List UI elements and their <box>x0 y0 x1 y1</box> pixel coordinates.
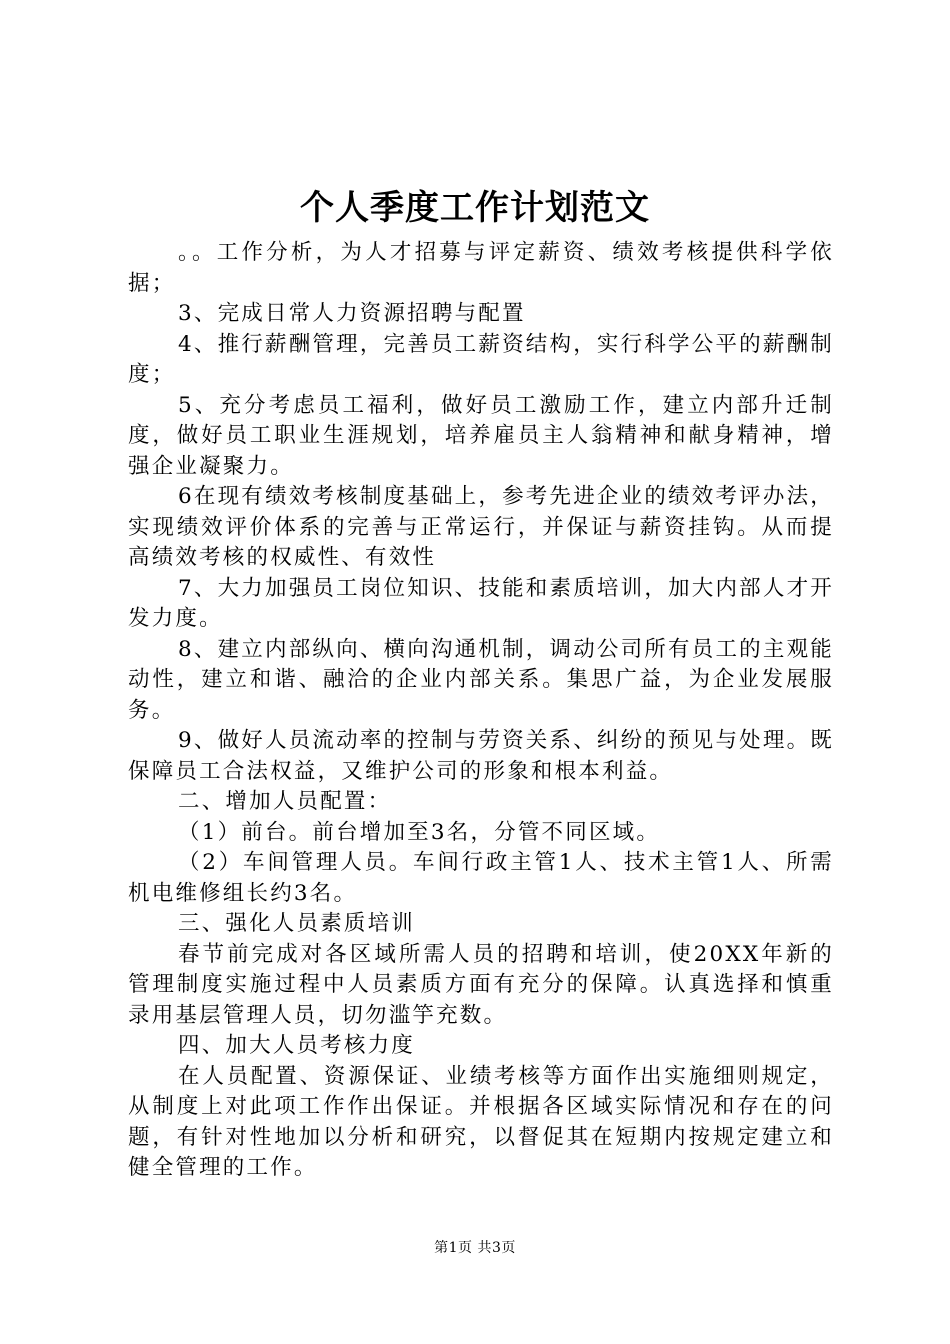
section-heading-2: 二、增加人员配置： <box>178 789 392 814</box>
paragraph-10: （1）前台。前台增加至3名，分管不同区域。 <box>178 819 661 845</box>
paragraph-3: 4、推行薪酬管理，完善员工薪资结构，实行科学公平的薪酬制度； <box>128 331 834 387</box>
paragraph-2: 3、完成日常人力资源招聘与配置 <box>178 301 526 326</box>
section-heading-4: 四、加大人员考核力度 <box>178 1033 416 1058</box>
paragraph-1: 。。工作分析，为人才招募与评定薪资、绩效考核提供科学依据； <box>128 240 834 296</box>
paragraph-7: 8、建立内部纵向、横向沟通机制，调动公司所有员工的主观能动性，建立和谐、融洽的企业内部关系。集思广益，为企业发展服务。 <box>128 636 834 723</box>
document-title: 个人季度工作计划范文 <box>300 188 650 228</box>
paragraph-5: 6在现有绩效考核制度基础上，参考先进企业的绩效考评办法，实现绩效评价体系的完善与正常运行，并保证与薪资挂钩。从而提高绩效考核的权威性、有效性 <box>128 484 834 570</box>
document-body <box>128 238 834 1184</box>
paragraph-6: 7、大力加强员工岗位知识、技能和素质培训，加大内部人才开发力度。 <box>128 575 834 631</box>
paragraph-13: 春节前完成对各区域所需人员的招聘和培训，使20XX年新的管理制度实施过程中人员素质方面有充分的保障。认真选择和慎重录用基层管理人员，切勿滥竽充数。 <box>128 941 834 1028</box>
paragraph-4: 5、充分考虑员工福利，做好员工激励工作，建立内部升迁制度，做好员工职业生涯规划，培养雇员主人翁精神和献身精神，增强企业凝聚力。 <box>128 392 834 479</box>
paragraph-15: 在人员配置、资源保证、业绩考核等方面作出实施细则规定，从制度上对此项工作作出保证。并根据各区域实际情况和存在的问题，有针对性地加以分析和研究，以督促其在短期内按规定建立和健全管理的工作。 <box>128 1063 834 1180</box>
paragraph-11: （2）车间管理人员。车间行政主管1人、技术主管1人、所需机电维修组长约3名。 <box>128 850 834 906</box>
section-heading-3: 三、强化人员素质培训 <box>178 911 416 936</box>
page-footer: 第1页 共3页 <box>434 1240 516 1256</box>
paragraph-8: 9、做好人员流动率的控制与劳资关系、纠纷的预见与处理。既保障员工合法权益，又维护公司的形象和根本利益。 <box>128 728 834 784</box>
